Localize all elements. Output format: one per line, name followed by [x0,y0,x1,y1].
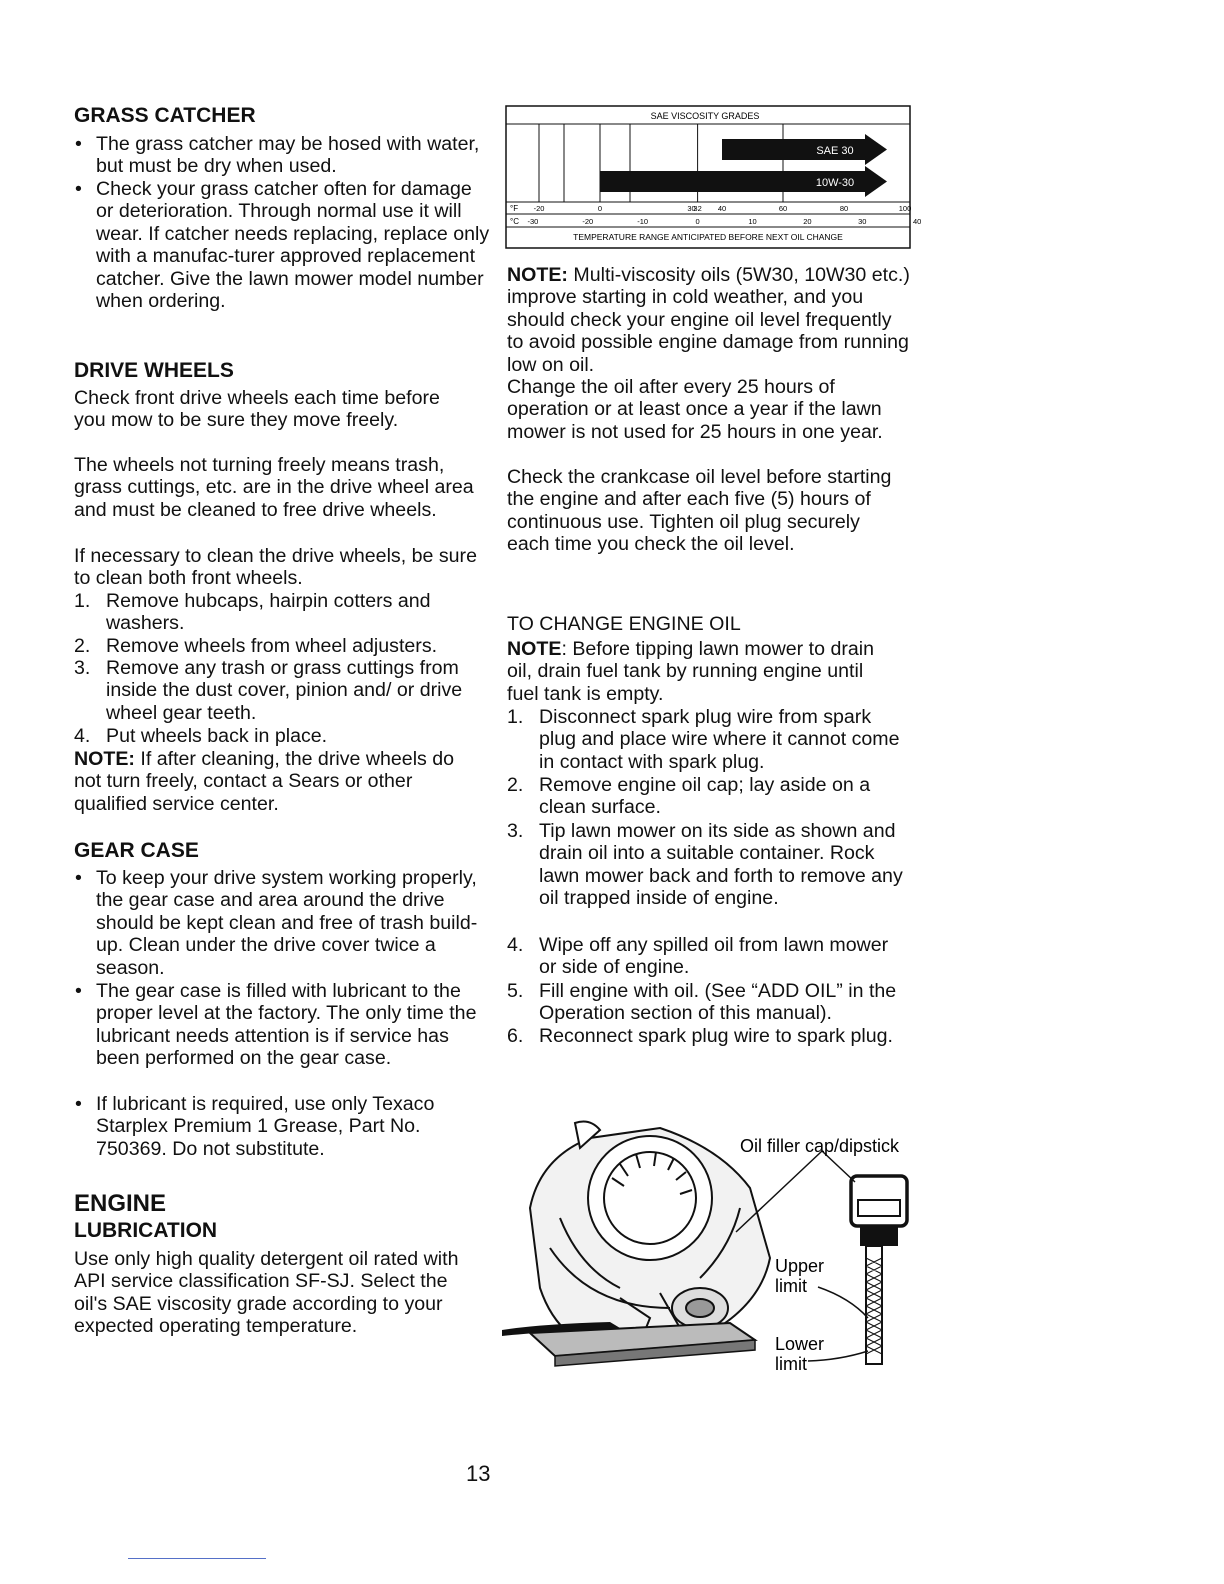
step-text: Tip lawn mower on its side as shown and drain oil into a suitable container. Rock lawn mower back and forth to remove any oil trapped inside of engine. [539,820,903,910]
oil-step-6 [507,1025,899,1047]
note-text: If after cleaning, the drive wheels do not turn freely, contact a Sears or other qualified service center. [74,748,455,815]
sae30-label: SAE 30 [816,145,854,157]
multi-viscosity-note [507,264,913,376]
engine-heading: ENGINE [74,1190,167,1217]
upper-limit-label-2: limit [775,1276,807,1296]
step-text: Put wheels back in place. [106,725,328,747]
step-number: 4. [507,934,524,956]
tick-label: 32 [693,204,702,213]
lubrication-heading: LUBRICATION [74,1219,218,1242]
tick-label: -20 [582,217,594,226]
oil-step-1 [507,706,913,773]
gear-case-bullet-3: • If lubricant is required, use only Texaco Starplex Premium 1 Grease, Part No. 750369. Do not substitute. [74,1093,488,1160]
tick-label: 40 [913,217,922,226]
engine-drawing [530,1122,770,1353]
tick-label: 80 [839,204,849,213]
tick-label: 40 [717,204,727,213]
tick-label: 0 [597,204,603,213]
step-text: Fill engine with oil. (See “ADD OIL” in the Operation section of this manual). [539,980,897,1025]
step-text: Remove wheels from wheel adjusters. [106,635,438,657]
oil-change-interval: Change the oil after every 25 hours of operation or at least once a year if the lawn mower is not used for 25 hours in one year. [507,376,883,443]
fahrenheit-axis-label: °F [510,204,519,213]
tick-label: -10 [637,217,649,226]
celsius-axis-label: °C [510,217,519,226]
drive-wheels-paragraph-1: Check front drive wheels each time before you mow to be sure they move freely. [74,387,440,432]
grass-catcher-bullet-1: • The grass catcher may be hosed with water, but must be dry when used. [74,133,492,178]
chart-title: SAE VISCOSITY GRADES [650,111,760,121]
lower-limit-label-2: limit [775,1354,807,1374]
tick-label: 60 [778,204,788,213]
step-number: 3. [507,820,524,842]
engine-dipstick-illustration [500,1118,915,1380]
dipstick [851,1176,907,1364]
lower-limit-label-1: Lower [775,1334,825,1354]
oil-step-3 [507,820,909,910]
note-text: : Before tipping lawn mower to drain oil, drain fuel tank by running engine until fuel tank is empty. [507,638,875,705]
tick-label: -30 [527,217,539,226]
drive-wheels-paragraph-2: The wheels not turning freely means trash, grass cuttings, etc. are in the drive wheel area and must be cleaned to free drive wheels. [74,454,474,521]
oil-level-check: Check the crankcase oil level before starting the engine and after each five (5) hours of continuous use. Tighten oil plug securely each time you check the oil level. [507,466,892,556]
step-text: Reconnect spark plug wire to spark plug. [539,1025,893,1047]
drive-wheels-step-2 [74,635,478,657]
drive-wheels-step-1 [74,590,478,635]
viscosity-chart [505,105,922,250]
tick-label: 0 [695,217,700,226]
drive-wheels-heading: DRIVE WHEELS [74,359,234,382]
tick-label: 10 [748,217,757,226]
gear-case-heading: GEAR CASE [74,839,199,862]
drive-wheels-note [74,748,482,815]
oil-step-2 [507,774,915,819]
grass-catcher-bullet-2: • Check your grass catcher often for damage or deterioration. Through normal use it will wear. If catcher needs replacing, replace only with a manufac-turer approved replacement catcher. Give the lawn mower model number when ordering. [74,178,492,312]
lubrication-text: Use only high quality detergent oil rated with API service classification SF-SJ. Select the oil's SAE viscosity grade according to your expected operating temperature. [74,1248,459,1338]
note-label: NOTE: [507,264,568,286]
tick-label: 30 [687,204,696,213]
step-text: Remove engine oil cap; lay aside on a clean surface. [539,774,871,819]
step-number: 6. [507,1025,524,1047]
10w30-label: 10W-30 [815,177,855,189]
step-number: 1. [74,590,91,612]
step-number: 3. [74,657,91,679]
oil-step-5 [507,980,913,1025]
upper-limit-leader [818,1287,868,1318]
tick-label: -20 [533,204,545,213]
gear-case-bullet-1: • To keep your drive system working properly, the gear case and area around the drive should be kept clean and free of trash build-up. Clean under the drive cover twice a season. [74,867,486,979]
page-number: 13 [466,1461,491,1486]
step-number: 2. [507,774,524,796]
step-text: Remove any trash or grass cuttings from inside the dust cover, pinion and/ or drive wheel gear teeth. [106,657,463,724]
step-text: Wipe off any spilled oil from lawn mower or side of engine. [539,934,889,979]
oil-filler-label: Oil filler cap/dipstick [740,1136,900,1156]
bottom-rule [128,1558,266,1559]
oil-step-4 [507,934,899,979]
tick-label: 20 [803,217,812,226]
step-number: 4. [74,725,91,747]
tick-label: 100 [898,204,912,213]
step-number: 1. [507,706,524,728]
tipping-note [507,638,879,705]
change-oil-heading: TO CHANGE ENGINE OIL [507,613,741,635]
chart-footer: TEMPERATURE RANGE ANTICIPATED BEFORE NEXT OIL CHANGE [573,232,843,242]
tick-label: 30 [858,217,867,226]
gear-case-bullet-2: • The gear case is filled with lubricant to the proper level at the factory. The only time the lubricant needs attention is if service has been performed on the gear case. [74,980,488,1070]
step-number: 5. [507,980,524,1002]
drive-wheels-step-4 [74,725,478,747]
drive-wheels-paragraph-3: If necessary to clean the drive wheels, be sure to clean both front wheels. [74,545,477,590]
step-number: 2. [74,635,91,657]
note-text: Multi-viscosity oils (5W30, 10W30 etc.) improve starting in cold weather, and you should check your engine oil level frequently to avoid possible engine damage from running low on oil. [507,264,910,376]
note-label: NOTE: [74,748,135,770]
step-text: Remove hubcaps, hairpin cotters and washers. [106,590,431,635]
upper-limit-label-1: Upper [775,1256,825,1276]
grass-catcher-heading: GRASS CATCHER [74,104,256,127]
note-label: NOTE [507,638,562,660]
drive-wheels-step-3 [74,657,478,724]
step-text: Disconnect spark plug wire from spark plug and place wire where it cannot come in contact with spark plug. [539,706,900,773]
